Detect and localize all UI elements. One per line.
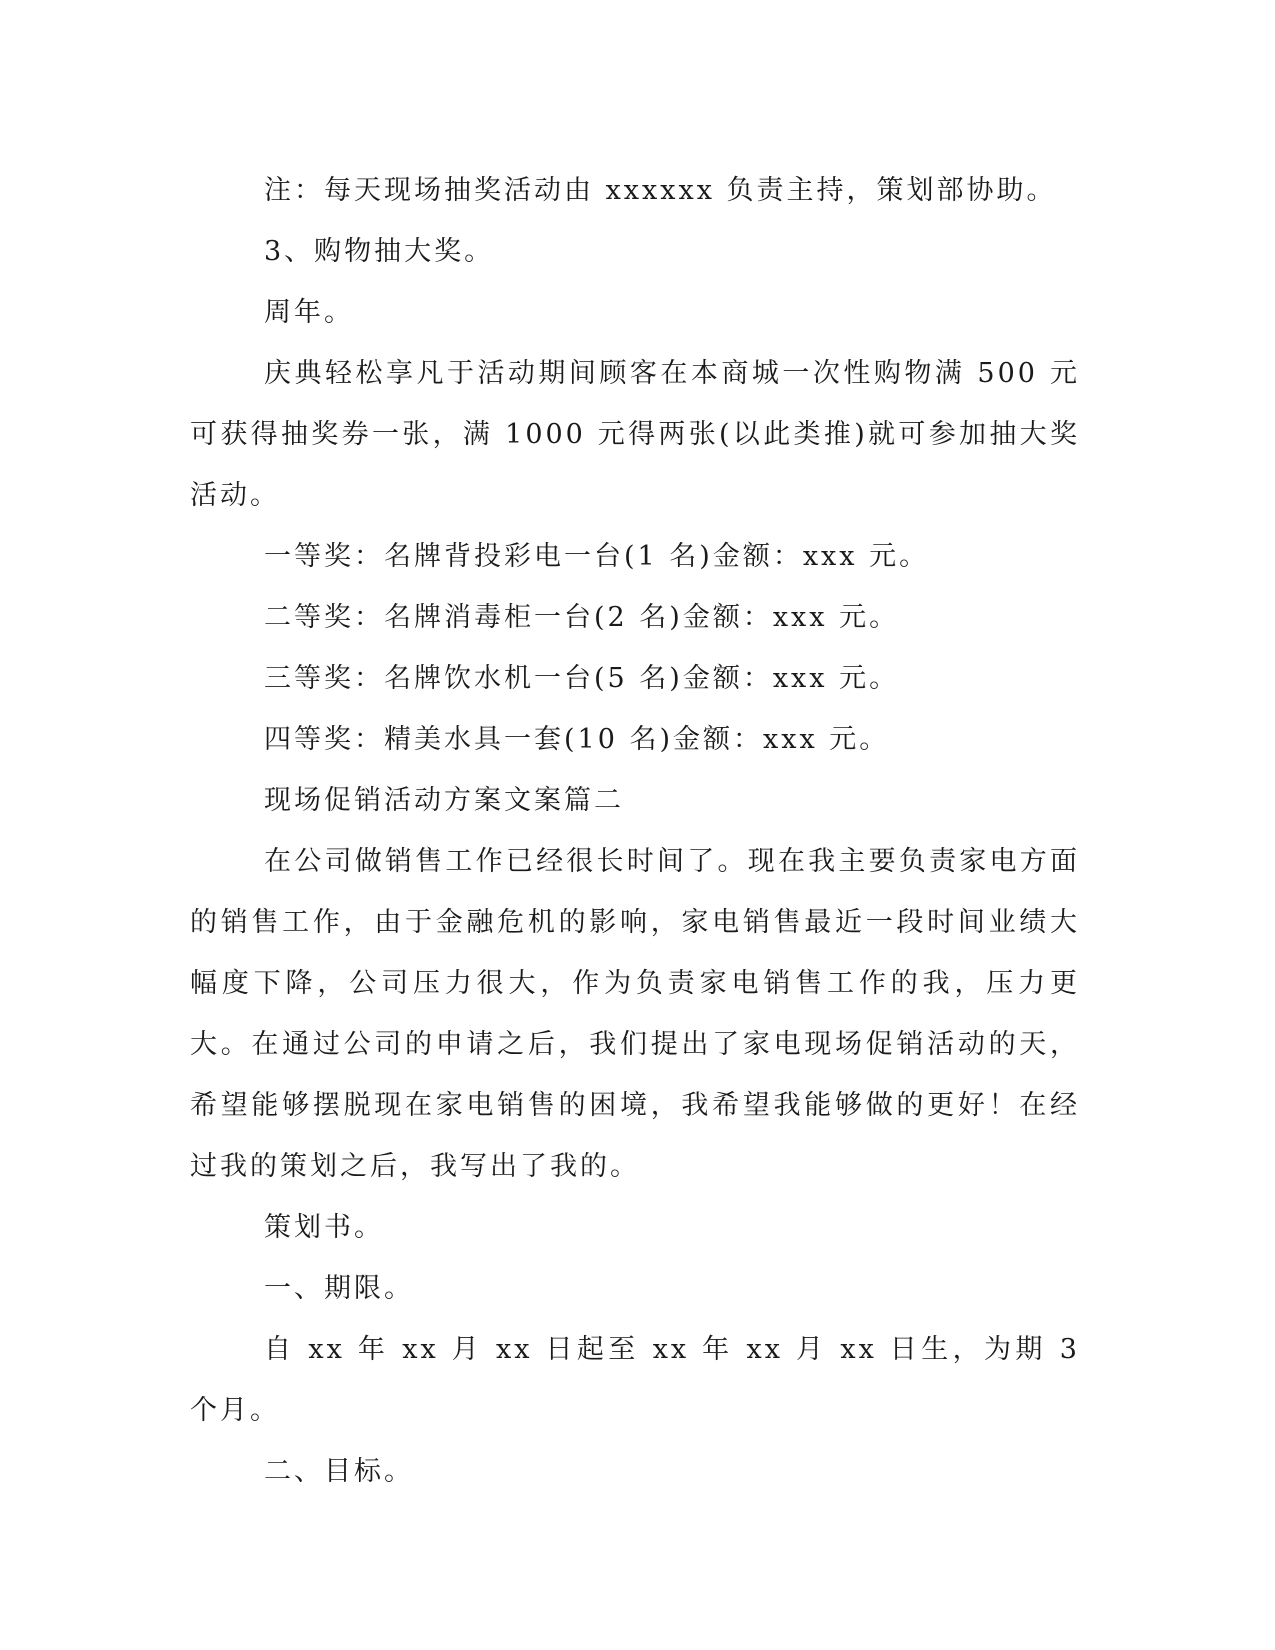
article-title-part-two: 现场促销活动方案文案篇二 [264,785,624,816]
prize-first: 一等奖：名牌背投彩电一台(1 名)金额：xxx 元。 [264,541,930,572]
lottery-rules-paragraph: 庆典轻松享凡于活动期间顾客在本商城一次性购物满 500 元可获得抽奖券一张，满 1000 元得两张(以此类推)就可参加抽大奖活动。 [190,358,1080,511]
period-detail: 自 xx 年 xx 月 xx 日起至 xx 年 xx 月 xx 日生，为期 3 个月。 [190,1334,1080,1426]
anniversary-line: 周年。 [264,297,354,328]
section-goal-heading: 二、目标。 [264,1456,414,1487]
prize-fourth: 四等奖：精美水具一套(10 名)金额：xxx 元。 [264,724,890,755]
note-paragraph: 注：每天现场抽奖活动由 xxxxxx 负责主持，策划部协助。 [264,175,1057,206]
prize-second: 二等奖：名牌消毒柜一台(2 名)金额：xxx 元。 [264,602,900,633]
document-body [190,160,1080,1502]
section-period-heading: 一、期限。 [264,1273,414,1304]
plan-heading: 策划书。 [264,1212,384,1243]
prize-third: 三等奖：名牌饮水机一台(5 名)金额：xxx 元。 [264,663,900,694]
intro-paragraph: 在公司做销售工作已经很长时间了。现在我主要负责家电方面的销售工作，由于金融危机的影响，家电销售最近一段时间业绩大幅度下降，公司压力很大，作为负责家电销售工作的我，压力更大。在通过公司的申请之后，我们提出了家电现场促销活动的天，希望能够摆脱现在家电销售的困境，我希望我能够做的更好！在经过我的策划之后，我写出了我的。 [190,846,1080,1182]
section-heading-lottery: 3、购物抽大奖。 [264,236,495,267]
